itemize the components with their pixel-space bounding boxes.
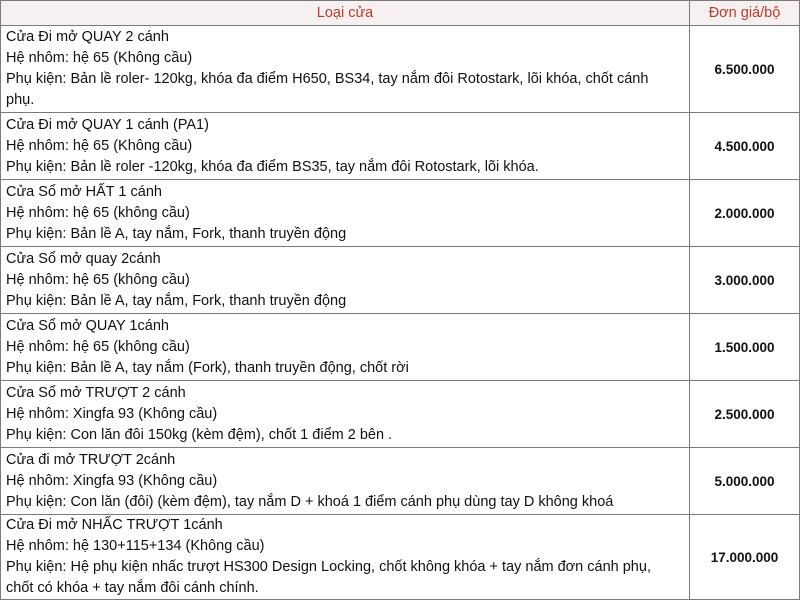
door-frame: Hệ nhôm: hệ 65 (Không cầu) [6, 137, 193, 154]
table-row [1, 314, 800, 381]
door-description [1, 247, 690, 314]
door-frame: Hệ nhôm: Xingfa 93 (Không cầu) [6, 405, 218, 422]
door-accessories: Phụ kiện: Bản lề roler- 120kg, khóa đa điểm H650, BS34, tay nắm đôi Rotostark, lõi khóa, chốt cánh [6, 71, 649, 87]
door-frame: Hệ nhôm: hệ 130+115+134 (Không cầu) [6, 538, 265, 554]
door-accessories: Phụ kiện: Bản lề A, tay nắm, Fork, thanh truyền động [6, 292, 347, 309]
door-frame: Hệ nhôm: Xingfa 93 (Không cầu) [6, 472, 218, 489]
table-row [1, 113, 800, 180]
door-accessories: Phụ kiện: Bản lề A, tay nắm (Fork), thanh truyền động, chốt rời [6, 359, 409, 376]
table-row [1, 247, 800, 314]
table-row [1, 515, 800, 600]
door-frame: Hệ nhôm: hệ 65 (không cầu) [6, 204, 190, 221]
door-name: Cửa Sổ mở quay 2cánh [6, 250, 161, 267]
door-description [1, 515, 690, 600]
door-accessories-cont: phụ. [6, 92, 35, 108]
door-name: Cửa Đi mở NHẤC TRƯỢT 1cánh [6, 517, 223, 533]
door-description [1, 180, 690, 247]
door-name: Cửa Sổ mở TRƯỢT 2 cánh [6, 384, 186, 401]
door-price: 2.000.000 [690, 180, 800, 247]
door-price: 1.500.000 [690, 314, 800, 381]
table-row [1, 448, 800, 515]
door-accessories: Phụ kiện: Hệ phụ kiện nhấc trượt HS300 Design Locking, chốt không khóa + tay nắm đơn cánh phụ, [6, 559, 651, 575]
door-accessories-cont: chốt có khóa + tay nắm đôi cánh chính. [6, 580, 259, 596]
door-description [1, 113, 690, 180]
table-header-row [1, 1, 800, 26]
door-description [1, 26, 690, 113]
door-accessories: Phụ kiện: Bản lề A, tay nắm, Fork, thanh truyền động [6, 225, 347, 242]
door-price: 2.500.000 [690, 381, 800, 448]
door-price: 6.500.000 [690, 26, 800, 113]
door-price: 3.000.000 [690, 247, 800, 314]
door-frame: Hệ nhôm: hệ 65 (không cầu) [6, 338, 190, 355]
door-price: 17.000.000 [690, 515, 800, 600]
door-frame: Hệ nhôm: hệ 65 (không cầu) [6, 271, 190, 288]
table-row [1, 381, 800, 448]
door-name: Cửa Đi mở QUAY 1 cánh (PA1) [6, 116, 209, 133]
door-name: Cửa Sổ mở HẤT 1 cánh [6, 183, 162, 200]
door-description [1, 448, 690, 515]
door-name: Cửa Sổ mở QUAY 1cánh [6, 317, 169, 334]
header-unit-price: Đơn giá/bộ [690, 1, 800, 26]
door-description [1, 381, 690, 448]
table-row [1, 26, 800, 113]
door-name: Cửa Đi mở QUAY 2 cánh [6, 29, 169, 45]
door-accessories: Phụ kiện: Bản lề roler -120kg, khóa đa điểm BS35, tay nắm đôi Rotostark, lõi khóa. [6, 158, 539, 175]
door-accessories: Phụ kiện: Con lăn (đôi) (kèm đệm), tay nắm D + khoá 1 điểm cánh phụ dùng tay D không khoá [6, 493, 614, 510]
door-price: 4.500.000 [690, 113, 800, 180]
header-door-type: Loại cửa [1, 1, 690, 26]
door-accessories: Phụ kiện: Con lăn đôi 150kg (kèm đệm), chốt 1 điểm 2 bên . [6, 426, 393, 443]
table-row [1, 180, 800, 247]
door-name: Cửa đi mở TRƯỢT 2cánh [6, 451, 176, 468]
door-description [1, 314, 690, 381]
door-frame: Hệ nhôm: hệ 65 (Không cầu) [6, 50, 193, 66]
door-price: 5.000.000 [690, 448, 800, 515]
